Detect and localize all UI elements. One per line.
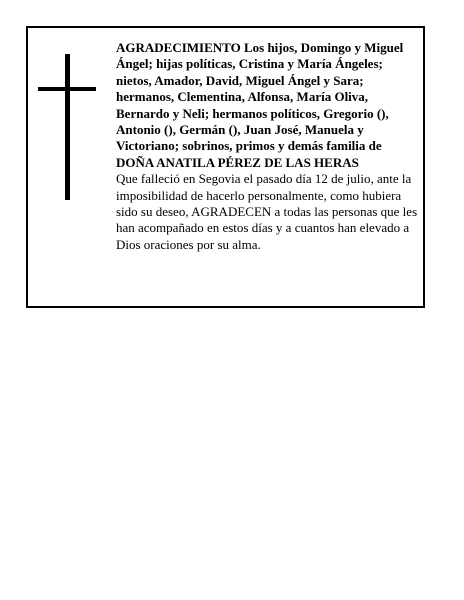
cross-vertical-bar	[65, 54, 70, 200]
family-list: Los hijos, Domingo y Miguel Ángel; hijas políticas, Cristina y María Ángeles; nietos, Amador, David, Miguel Ángel y Sara; hermanos, Clementina, Alfonsa, María Oliva, Bernardo y Neli; hermanos políticos, Gregorio (), Antonio (), Germán (), Juan José, Manuela y Victoriano; sobrinos, primos y demás familia de	[116, 40, 404, 154]
notice-text	[116, 40, 419, 253]
notice-body: Que falleció en Segovia el pasado día 12 de julio, ante la imposibilidad de hacerlo personalmente, como hubiera sido su deseo, AGRADECEN a todas las personas que les han acompañado en estos días y a cuantos han elevado a Dios oraciones por su alma.	[116, 171, 418, 252]
obituary-notice-box	[26, 26, 425, 308]
notice-heading: AGRADECIMIENTO	[116, 40, 241, 55]
cross-horizontal-bar	[38, 87, 96, 91]
notice-bold-paragraph	[116, 40, 419, 155]
cross-icon	[38, 54, 96, 200]
deceased-name: DOÑA ANATILA PÉREZ DE LAS HERAS	[116, 154, 359, 170]
